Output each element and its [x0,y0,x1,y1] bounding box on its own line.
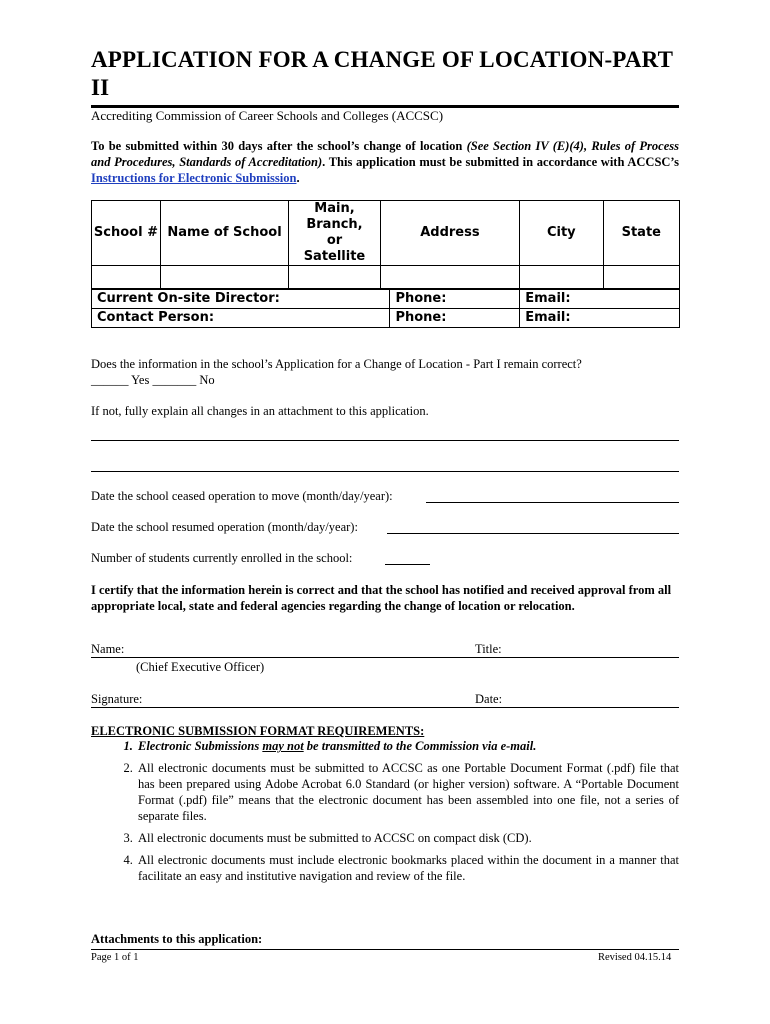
requirement-1-b: may not [262,739,304,753]
col-campus-type-label: Main, Branch, or Satellite [303,201,366,264]
contact-person-field[interactable]: Contact Person: [92,309,390,328]
col-address: Address [380,201,519,266]
intro-text-2: (See [466,139,494,153]
campus-type-field[interactable] [289,266,381,289]
enrolled-students-label: Number of students currently enrolled in the school: [91,551,353,565]
ceased-date-field[interactable] [426,502,679,503]
col-school-number: School # [92,201,161,266]
address-field[interactable] [380,266,519,289]
question-part1-correct: Does the information in the school’s Application for a Change of Location - Part I remain correct? [91,357,582,371]
name-title-line[interactable] [91,657,679,658]
revision-date: Revised 04.15.14 [598,952,672,963]
signature-date-line[interactable] [91,707,679,708]
requirement-1-a: Electronic Submissions [138,739,263,753]
school-table [91,200,680,289]
date-label: Date: [475,692,503,706]
requirements-list [91,738,679,890]
intro-text-1: To be submitted within 30 days after the school’s change of location [91,139,467,153]
requirements-heading: ELECTRONIC SUBMISSION FORMAT REQUIREMENTS: [91,724,425,738]
contact-table [91,289,680,328]
explanation-line-1[interactable] [91,440,679,441]
page-number: Page 1 of 1 [91,952,139,963]
footer-divider [91,949,679,950]
contact-email-field[interactable]: Email: [520,309,680,328]
certification-statement: I certify that the information herein is correct and that the school has notified and received approval from all appropriate local, state and federal agencies regarding the change of location or relocation. [91,583,672,613]
school-number-field[interactable] [92,266,161,289]
requirement-item: 3. All electronic documents must be submitted to ACCSC on compact disk (CD). [136,830,679,846]
ceased-date-label: Date the school ceased operation to move (month/day/year): [91,489,393,503]
signature-label: Signature: [91,692,143,706]
requirement-1-c: be transmitted to the Commission via e-mail. [303,739,537,753]
director-phone-field[interactable]: Phone: [390,290,520,309]
contact-phone-field[interactable]: Phone: [390,309,520,328]
resumed-date-field[interactable] [387,533,679,534]
intro-text-5: . [296,171,300,185]
resumed-date-label: Date the school resumed operation (month/day/year): [91,520,358,534]
explanation-line-2[interactable] [91,471,679,472]
name-sublabel: (Chief Executive Officer) [136,660,265,674]
name-label: Name: [91,642,125,656]
col-campus-type [289,201,381,266]
attachments-label: Attachments to this application: [91,932,263,946]
requirement-item: 2. All electronic documents must be submitted to ACCSC as one Portable Document Format (.pdf) file that has been prepared using Adobe Acrobat 6.0 Standard (or higher version) software. A “Portable Document Format (.pdf) file” means that the electronic document has been assembled into one file, not a series of separate files. [136,760,679,824]
requirement-item: 4. All electronic documents must include electronic bookmarks placed within the document in a manner that facilitate an easy and institutive navigation and review of the file. [136,852,679,884]
requirement-item [136,738,679,754]
city-field[interactable] [520,266,604,289]
director-email-field[interactable]: Email: [520,290,680,309]
col-school-name: Name of School [160,201,288,266]
school-name-field[interactable] [160,266,288,289]
director-field[interactable]: Current On-site Director: [92,290,390,309]
title-label: Title: [475,642,502,656]
intro-text-4: . This application must be submitted in accordance with ACCSC’s [322,155,679,169]
col-city: City [520,201,604,266]
explain-instruction: If not, fully explain all changes in an attachment to this application. [91,404,429,418]
organization-name: Accrediting Commission of Career Schools and Colleges (ACCSC) [91,108,444,123]
intro-paragraph [91,138,679,186]
yes-no-options[interactable]: ______ Yes _______ No [91,373,215,387]
instructions-link[interactable]: Instructions for Electronic Submission [91,171,297,185]
col-state: State [603,201,679,266]
intro-text-3: Section IV (E)(4), Rules of Process and Procedures, Standards of Accreditation) [91,139,679,169]
state-field[interactable] [603,266,679,289]
page-title: APPLICATION FOR A CHANGE OF LOCATION-PART II [91,47,673,100]
enrolled-students-field[interactable] [385,564,430,565]
